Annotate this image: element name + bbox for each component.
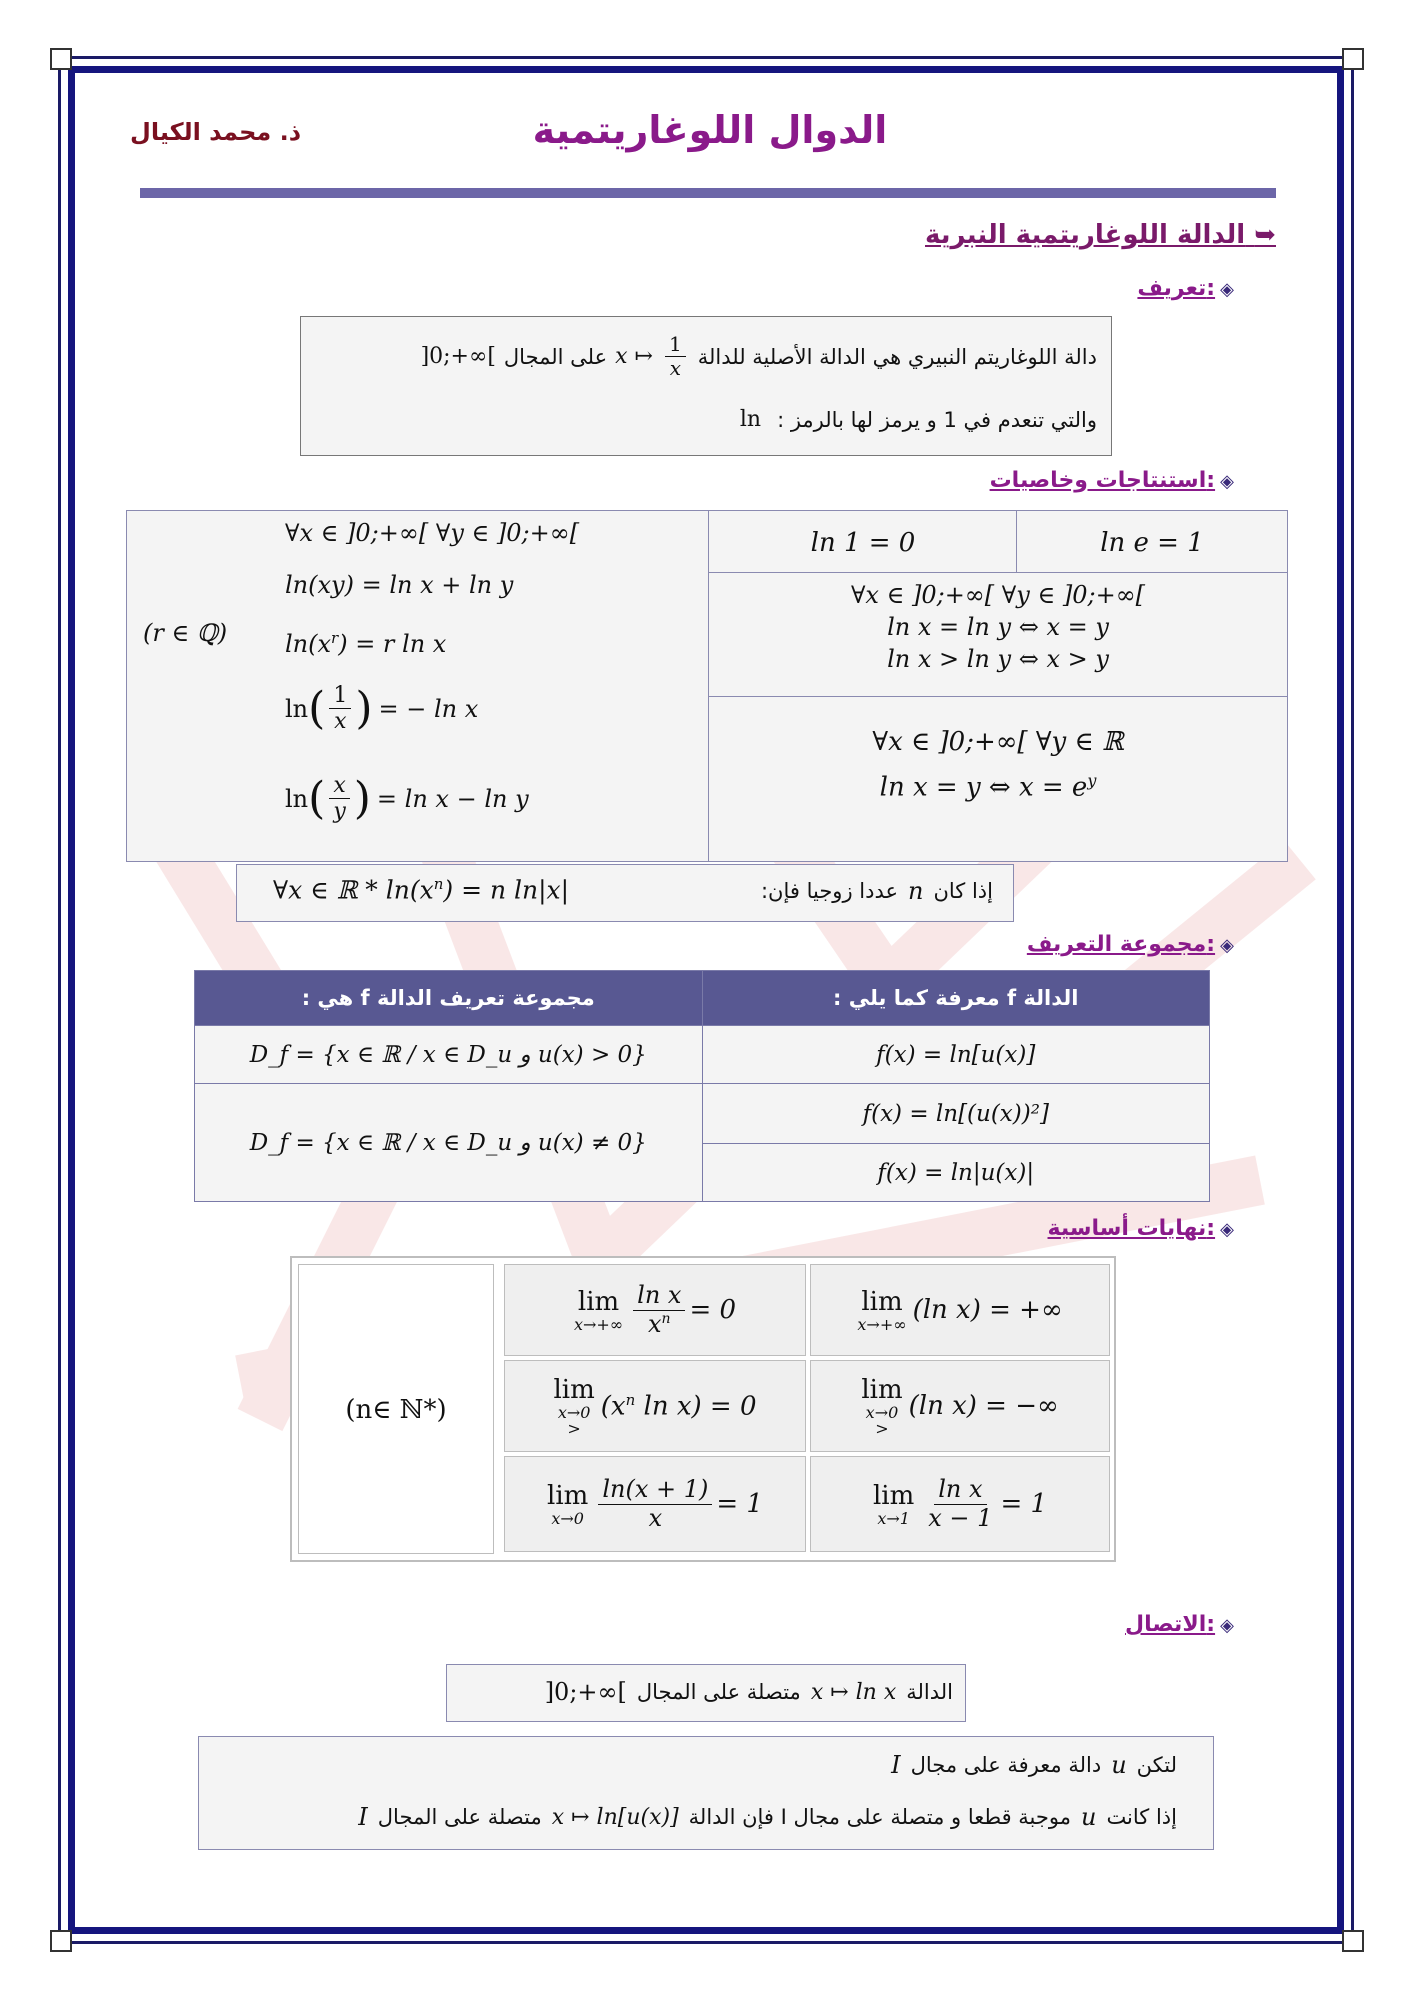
properties-left-box bbox=[126, 510, 710, 862]
ln-one-zero: ln 1 = 0 bbox=[810, 528, 916, 558]
frame-corner bbox=[50, 1930, 72, 1952]
limit-lnx-over-xn: lim x→+∞ $\frac{\text{ln x}}{x^n}$ = 0 bbox=[504, 1264, 806, 1356]
natural-condition: (n∈ ℕ*) bbox=[345, 1395, 447, 1425]
limits-label: نهايات أساسية: bbox=[1047, 1216, 1216, 1241]
ln-inverse-property: ln ( $\frac{1}{x}$ ) = − ln x bbox=[285, 682, 479, 735]
domain-cell: D_f = {x ∈ ℝ / x ∈ D_u و u(x) > 0} bbox=[195, 1026, 703, 1084]
even-power-formula: ∀x ∈ ℝ * $\ln(x^n) = n$ ln|x| bbox=[273, 875, 570, 905]
diamond-bullet-icon: ◈ bbox=[1220, 1219, 1234, 1240]
map-expression: x ↦ bbox=[615, 344, 653, 369]
diamond-bullet-icon: ◈ bbox=[1220, 1615, 1234, 1636]
title-divider bbox=[140, 188, 1276, 198]
ln-product-property: ln(xy) = ln x + ln y bbox=[285, 571, 514, 599]
frame-corner bbox=[50, 48, 72, 70]
interval: ]0;+∞[ bbox=[420, 344, 496, 369]
section-title bbox=[925, 220, 1276, 250]
fraction-one-over-x: $\frac{1}{x}$ bbox=[665, 333, 686, 380]
limit-lnx-plus-infinity: lim x→+∞ (ln x) = +∞ bbox=[810, 1264, 1110, 1356]
page-title: الدوال اللوغاريتمية bbox=[532, 108, 888, 152]
domain-table bbox=[194, 970, 1210, 1202]
definition-text: دالة اللوغاريتم النبيري هي الدالة الأصلية للدالة bbox=[697, 344, 1097, 369]
limits-panel bbox=[290, 1256, 1116, 1562]
frame-corner bbox=[1342, 1930, 1364, 1952]
function-cell: f(x) = ln[(u(x))²] bbox=[702, 1084, 1210, 1144]
frame-corner bbox=[1342, 48, 1364, 70]
domain-cell: D_f = {x ∈ ℝ / x ∈ D_u و u(x) ≠ 0} bbox=[195, 1084, 703, 1202]
author-name: ذ. محمد الكيال bbox=[130, 118, 302, 146]
diamond-bullet-icon: ◈ bbox=[1220, 471, 1234, 492]
properties-label: استنتاجات وخاصيات: bbox=[989, 468, 1216, 493]
limit-lnx-zero: lim x→0 > (ln x) = −∞ bbox=[810, 1360, 1110, 1452]
quantifier: ∀x ∈ ]0;+∞[ ∀y ∈ ]0;+∞[ bbox=[285, 519, 580, 547]
quantifier: ∀x ∈ ]0;+∞[ ∀y ∈ ]0;+∞[ bbox=[850, 581, 1146, 609]
definition-label: تعريف: bbox=[1137, 276, 1216, 301]
continuity-composition-box: لتكن u دالة معرفة على مجال I إذا كانت u موجبة قطعا و متصلة على مجال I فإن الدالة x ↦ ln[u(x)] متصلة على المجال I bbox=[198, 1736, 1214, 1850]
section-title-text: الدالة اللوغاريتمية النبرية bbox=[925, 220, 1246, 250]
ln-e-one: ln e = 1 bbox=[1100, 528, 1204, 558]
ln-equality-equivalence: ln x = ln y ⇔ x = y bbox=[887, 613, 1109, 641]
ln-exp-equivalence: ln x = y ⇔ $x = e^y$ bbox=[879, 771, 1097, 803]
even-power-box: إذا كان n عددا زوجيا فإن: ∀x ∈ ℝ * $\ln(x^n) = n$ ln|x| bbox=[236, 864, 1014, 922]
ln-symbol: ln bbox=[739, 407, 762, 432]
domain-label: مجموعة التعريف: bbox=[1026, 932, 1216, 957]
quantifier: ∀x ∈ ]0;+∞[ ∀y ∈ ℝ bbox=[872, 727, 1124, 757]
definition-text-tail: على المجال bbox=[503, 344, 608, 369]
diamond-bullet-icon: ◈ bbox=[1220, 935, 1234, 956]
diamond-bullet-icon: ◈ bbox=[1220, 279, 1234, 300]
ln-quotient-property: ln ( $\frac{x}{y}$ ) = ln x − ln y bbox=[285, 772, 529, 825]
ln-inequality-equivalence: ln x > ln y ⇔ x > y bbox=[887, 645, 1109, 673]
properties-heading bbox=[990, 468, 1234, 493]
limits-heading bbox=[1048, 1216, 1234, 1241]
definition-heading bbox=[1137, 276, 1234, 301]
function-cell: f(x) = ln|u(x)| bbox=[702, 1144, 1210, 1202]
limit-xn-lnx-zero: lim x→0 > ($x^n$ ln x) = 0 bbox=[504, 1360, 806, 1452]
properties-right-grid bbox=[708, 510, 1288, 862]
definition-box bbox=[300, 316, 1112, 456]
domain-table-header-left: مجموعة تعريف الدالة f هي : bbox=[195, 971, 703, 1026]
continuity-label: الاتصال: bbox=[1125, 1612, 1216, 1637]
arrow-icon: ➥ bbox=[1254, 220, 1276, 250]
function-cell: f(x) = ln[u(x)] bbox=[702, 1026, 1210, 1084]
continuity-heading bbox=[1125, 1612, 1234, 1637]
domain-heading bbox=[1027, 932, 1234, 957]
rational-condition: (r ∈ ℚ) bbox=[143, 619, 228, 647]
domain-table-header-right: الدالة f معرفة كما يلي : bbox=[702, 971, 1210, 1026]
limit-ln-x-plus-one-over-x: lim x→0 $\frac{\ln(x + 1)}{x}$ = 1 bbox=[504, 1456, 806, 1552]
ln-power-property: $\ln(x^r) = r$ ln x bbox=[285, 629, 447, 658]
definition-line-2: والتي تنعدم في 1 و يرمز لها بالرمز : bbox=[777, 407, 1097, 432]
limit-lnx-over-x-minus-one: lim x→1 $\frac{\text{ln x}}{x - 1}$ = 1 bbox=[810, 1456, 1110, 1552]
continuity-statement-box: الدالة x ↦ ln x متصلة على المجال ]0;+∞[ bbox=[446, 1664, 966, 1722]
